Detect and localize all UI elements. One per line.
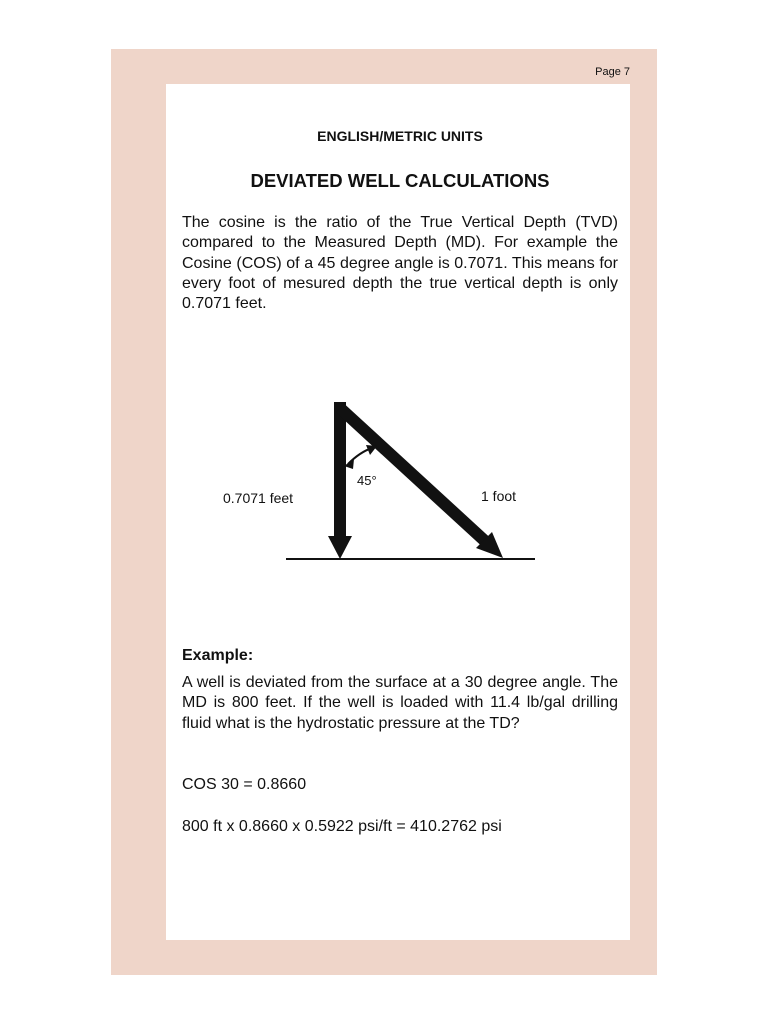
page-number: Page 7 (595, 66, 630, 78)
page-title: DEVIATED WELL CALCULATIONS (250, 170, 550, 191)
angle-label: 45° (357, 473, 377, 488)
example-heading: Example: (182, 647, 254, 664)
result-line: 800 ft x 0.8660 x 0.5922 psi/ft = 410.2762 psi (182, 818, 502, 835)
example-paragraph: A well is deviated from the surface at a 30 degree angle. The MD is 800 feet. If the well is loaded with 11.4 lb/gal drilling fluid what is the hydrostatic pressure at the TD? (182, 674, 618, 732)
vertical-depth-label: 0.7071 feet (223, 490, 294, 506)
cosine-line: COS 30 = 0.8660 (182, 776, 307, 793)
vertical-arrow-head (328, 536, 352, 559)
intro-paragraph: The cosine is the ratio of the True Vertical Depth (TVD) compared to the Measured Depth (MD). For example the Cosine (COS) of a 45 degree angle is 0.7071. This means for every foot of mesured depth the true vertical depth is only 0.7071 feet. (182, 214, 618, 313)
measured-depth-label: 1 foot (481, 488, 517, 504)
vertical-arrow-shaft (334, 402, 346, 538)
section-title: ENGLISH/METRIC UNITS (317, 128, 483, 144)
